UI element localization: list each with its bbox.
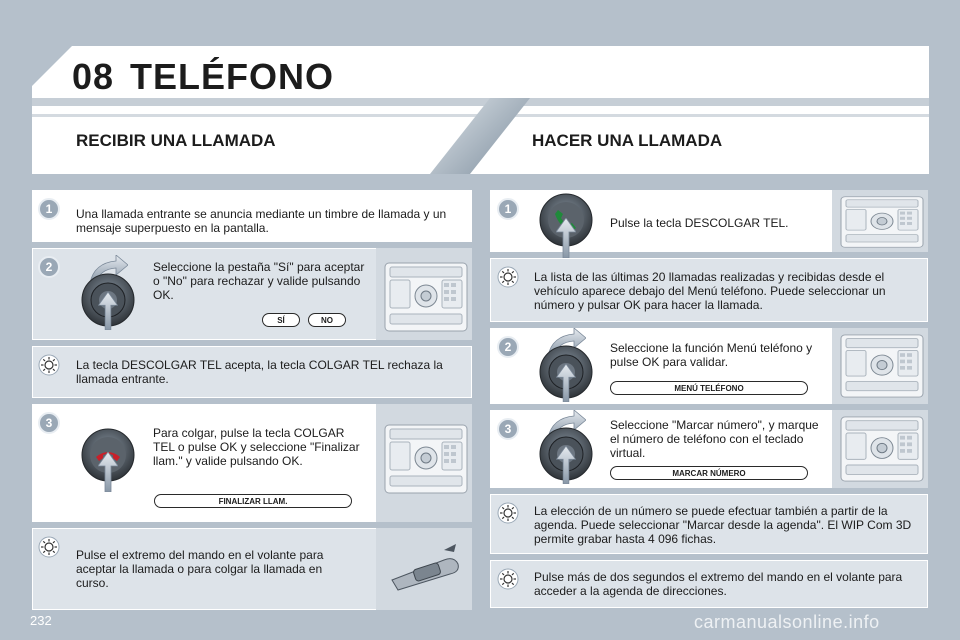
step-badge: 3 (497, 418, 519, 440)
step-badge: 1 (38, 198, 60, 220)
radio-panel-icon (840, 416, 924, 482)
yes-button[interactable]: SÍ (262, 313, 300, 327)
no-button[interactable]: NO (308, 313, 346, 327)
right-step3-text: Seleccione "Marcar número", y marque el número de teléfono con el teclado virtual. (610, 418, 819, 460)
page-title: TELÉFONO (130, 56, 334, 97)
right-tip2-text: La elección de un número se puede efectuar también a partir de la agenda. Puede seleccionar "Marcar desde la agenda". El WIP Com 3D permite grabar hasta 4 096 fichas. (534, 504, 912, 546)
left-step1-text: Una llamada entrante se anuncia mediante un timbre de llamada y un mensaje superpuesto en la pantalla. (76, 207, 447, 235)
radio-panel-icon (384, 424, 468, 494)
end-call-button[interactable]: FINALIZAR LLAM. (154, 494, 352, 508)
section-title-make: HACER UNA LLAMADA (532, 131, 723, 150)
sun-tip-icon (497, 502, 519, 524)
phone-menu-button[interactable]: MENÚ TELÉFONO (610, 381, 808, 395)
right-tip1-text: La lista de las últimas 20 llamadas realizadas y recibidas desde el vehículo aparece debajo del Menú teléfono. Puede seleccionar un número y pulsar OK para hacer la llamada. (534, 270, 886, 312)
chapter-number: 08 (72, 56, 115, 97)
up-arrow-icon (98, 292, 118, 330)
radio-panel-icon (384, 262, 468, 332)
header-stripe (32, 98, 929, 106)
radio-panel-icon (840, 196, 924, 248)
page-number: 232 (30, 613, 52, 628)
sun-tip-icon (38, 536, 60, 558)
steering-stalk-icon (384, 540, 464, 596)
left-tip1-text: La tecla DESCOLGAR TEL acepta, la tecla COLGAR TEL rechaza la llamada entrante. (76, 358, 443, 386)
up-arrow-icon (98, 452, 118, 492)
step-badge: 1 (497, 198, 519, 220)
watermark: carmanualsonline.info (694, 612, 880, 632)
right-tip3-text: Pulse más de dos segundos el extremo del mando en el volante para acceder a la agenda de direcciones. (534, 570, 903, 598)
up-arrow-icon (556, 218, 576, 258)
sun-tip-icon (497, 568, 519, 590)
right-step1-text: Pulse la tecla DESCOLGAR TEL. (610, 216, 789, 230)
right-step2-text: Seleccione la función Menú teléfono y pulse OK para validar. (610, 341, 813, 369)
radio-panel-icon (840, 334, 924, 398)
section-title-receive: RECIBIR UNA LLAMADA (76, 131, 276, 150)
sun-tip-icon (497, 266, 519, 288)
left-tip2-text: Pulse el extremo del mando en el volante para aceptar la llamada o para colgar la llamada en curso. (76, 548, 324, 590)
up-arrow-icon (556, 364, 576, 402)
sun-tip-icon (38, 354, 60, 376)
step-badge: 2 (38, 256, 60, 278)
step-badge: 2 (497, 336, 519, 358)
up-arrow-icon (556, 446, 576, 484)
step-badge: 3 (38, 412, 60, 434)
left-step2-text: Seleccione la pestaña "Sí" para aceptar o "No" para rechazar y valide pulsando OK. (153, 260, 365, 302)
left-step3-text: Para colgar, pulse la tecla COLGAR TEL o pulse OK y seleccione "Finalizar llam." y valide pulsando OK. (153, 426, 360, 468)
dial-number-button[interactable]: MARCAR NÚMERO (610, 466, 808, 480)
